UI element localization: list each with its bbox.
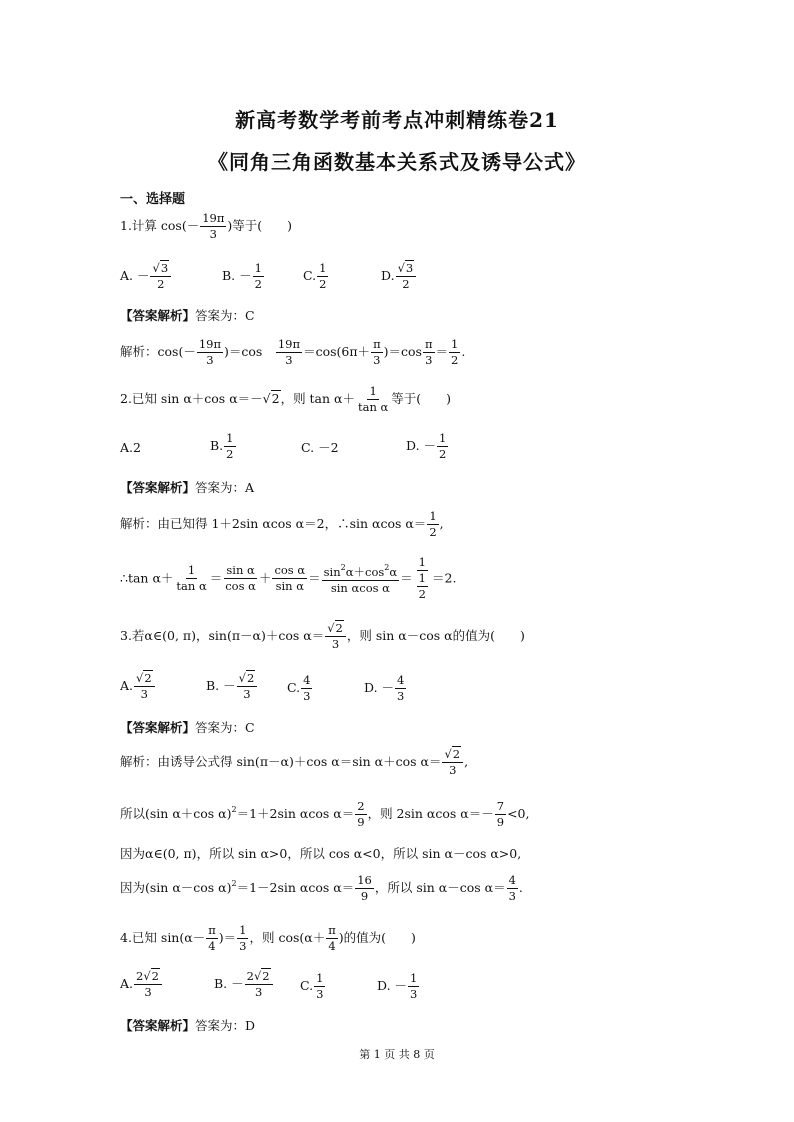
- q3-answer: 【答案解析】答案为：C: [120, 720, 255, 735]
- question-4: 4.已知 sin(α－ $\frac{\pi}{4}$ )＝ $\frac{1}{3}$ ，则 cos(α＋ $\frac{\pi}{4}$ )的值为( ): [120, 923, 416, 954]
- q4-option-a: A. $\frac{2√2}{3}$: [120, 970, 163, 999]
- q3-solution-line-2: 所以(sin α＋cos α)$^2$＝1＋2sin αcos α＝ $\frac{2}{9}$ ，则 2sin αcos α＝－ $\frac{7}{9}$ <0,: [120, 799, 530, 830]
- q4-answer: 【答案解析】答案为：D: [120, 1018, 256, 1033]
- q4-option-c: C. $\frac{1}{3}$: [300, 971, 324, 1002]
- q2-option-b: B. $\frac{1}{2}$: [210, 431, 234, 462]
- q2-option-c: C. －2: [301, 440, 339, 455]
- page-subtitle: 《同角三角函数基本关系式及诱导公式》: [208, 150, 586, 174]
- q2-option-a: A.2: [120, 440, 141, 455]
- question-3: 3.若α∈(0, π)，sin(π－α)＋cos α＝ $\frac{√2}{3}$ ，则 sin α－cos α的值为( ): [120, 621, 525, 652]
- q3-solution-line-3: 因为α∈(0, π)，所以 sin α>0，所以 cos α<0，所以 sin α－cos α>0,: [120, 846, 522, 861]
- q4-option-b: B. － $\frac{2√2}{3}$: [214, 970, 274, 999]
- question-2: 2.已知 sin α＋cos α＝－√2，则 tan α＋ $\frac{1}{\text{tan α}}$ 等于( ): [120, 384, 452, 415]
- q3-option-d: D. － $\frac{4}{3}$: [364, 673, 405, 704]
- q1-answer: 【答案解析】答案为：C: [120, 308, 255, 323]
- q3-solution-line-1: 解析：由诱导公式得 sin(π－α)＋cos α＝sin α＋cos α＝ $\frac{√2}{3}$ ,: [120, 747, 469, 778]
- q3-solution-line-4: 因为(sin α－cos α)$^2$＝1－2sin αcos α＝ $\frac{16}{9}$ ，所以 sin α－cos α＝ $\frac{4}{3}$ .: [120, 873, 523, 904]
- q2-solution-line-2: ∴tan α＋ $\frac{1}{\text{tan α}}$ ＝ $\frac{\text{sin α}}{\text{cos α}}$ ＋ $\frac{\text{cos α}}{\text{sin α}}$ ＝ $\frac{\sin^2\alpha+\cos^2\alpha}{\text{sin αcos α}}$ ＝ $\frac{1}{\frac{1}{2}}$ ＝2.: [120, 555, 457, 602]
- q3-option-a: A. $\frac{√2}{3}$: [120, 672, 156, 701]
- q3-option-b: B. － $\frac{√2}{3}$: [206, 672, 258, 701]
- q1-solution: 解析：cos(－ $\frac{19\pi}{3}$ )＝cos $\frac{19\pi}{3}$ ＝cos(6π＋ $\frac{\pi}{3}$ )＝cos $\frac{\pi}{3}$ ＝ $\frac{1}{2}$ .: [120, 337, 466, 368]
- section-heading: 一、选择题: [120, 192, 186, 207]
- q2-option-d: D. － $\frac{1}{2}$: [406, 431, 447, 462]
- q4-option-d: D. － $\frac{1}{3}$: [377, 971, 418, 1002]
- q2-solution-line-1: 解析：由已知得 1＋2sin αcos α＝2，∴sin αcos α＝ $\frac{1}{2}$ ,: [120, 509, 444, 540]
- q1-option-b: B. － $\frac{1}{2}$: [222, 261, 262, 292]
- q1-option-c: C. $\frac{1}{2}$: [303, 261, 327, 292]
- q2-answer: 【答案解析】答案为：A: [120, 480, 255, 495]
- page-title: 新高考数学考前考点冲刺精练卷21: [235, 108, 559, 132]
- page-footer: 第 1 页 共 8 页: [359, 1048, 435, 1061]
- q1-option-d: D. $\frac{√3}{2}$: [381, 262, 417, 291]
- question-1: 1.计算 cos(－ $\frac{19\pi}{3}$ )等于( ): [120, 211, 293, 242]
- q1-option-a: A. － $\frac{√3}{2}$: [120, 262, 172, 291]
- q3-option-c: C. $\frac{4}{3}$: [287, 673, 311, 704]
